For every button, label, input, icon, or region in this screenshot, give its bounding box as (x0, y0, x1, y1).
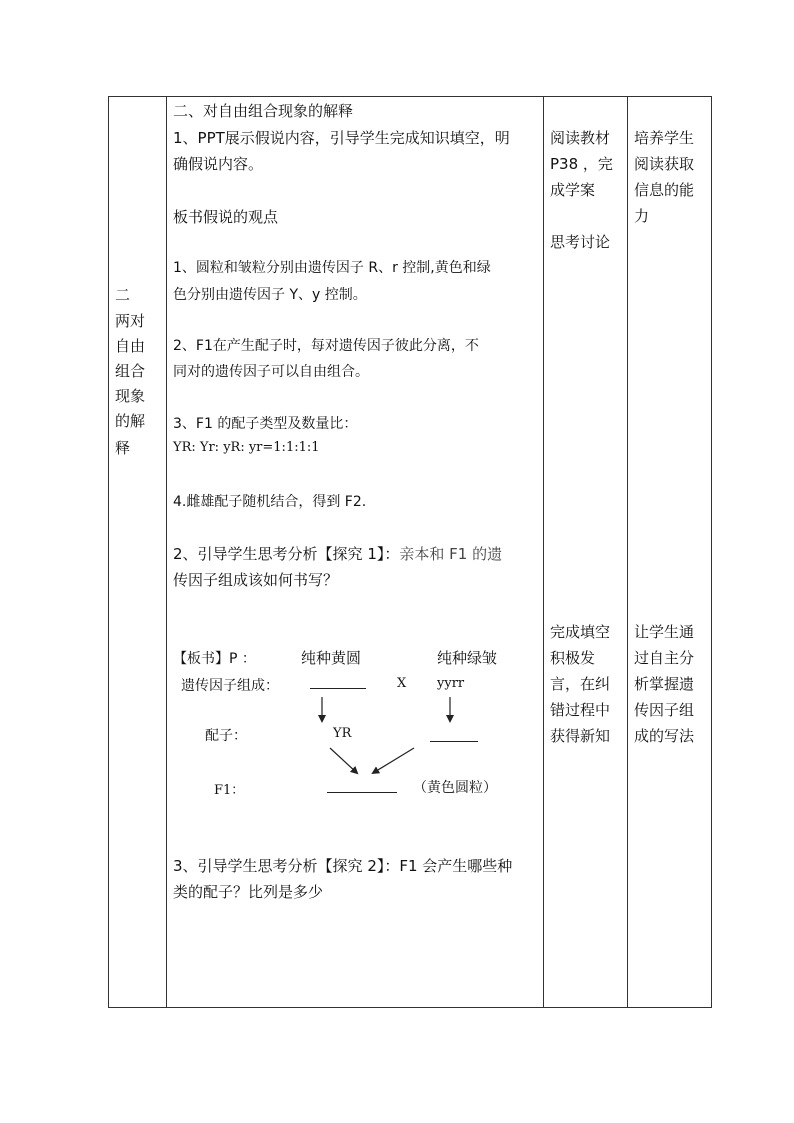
parent2-label: 纯种绿皱 (437, 649, 498, 667)
stage-char-2: 两对 (115, 312, 146, 330)
purpose-b1-line1: 培养学生 (634, 129, 695, 147)
parent2-genotype: yyrr (437, 676, 465, 691)
student-b1-line3: 成学案 (550, 181, 596, 199)
stage-char-3: 自由 (115, 337, 146, 355)
student-b2-line4: 错过程中 (550, 701, 611, 719)
hypothesis-4: 4.雌雄配子随机结合，得到 F2. (173, 494, 367, 510)
arrow-gamete1-to-f1 (330, 748, 357, 773)
student-b2-line1: 完成填空 (550, 623, 611, 641)
cross-symbol: X (397, 676, 407, 691)
purpose-b2-line2: 过自主分 (634, 649, 695, 667)
item2-suffix: 亲本和 F1 的遗 (399, 545, 503, 563)
student-b2-line5: 获得新知 (550, 727, 611, 745)
section-heading: 二、对自由组合现象的解释 (173, 102, 354, 120)
hypothesis-1-line1: 1、圆粒和皱粒分别由遗传因子 R、r 控制,黄色和绿 (173, 260, 491, 276)
gamete1-value: YR (333, 726, 352, 741)
purpose-b2-line5: 成的写法 (634, 727, 695, 745)
item3-line2: 类的配子？比列是多少 (173, 883, 324, 901)
gamete-label: 配子： (205, 728, 247, 744)
parent1-label: 纯种黄圆 (301, 649, 362, 667)
stage-char-5: 现象 (115, 387, 146, 405)
stage-char-4: 组合 (115, 362, 146, 380)
hypothesis-2-line2: 同对的遗传因子可以自由组合。 (173, 364, 369, 380)
purpose-b2-line4: 传因子组 (634, 701, 695, 719)
student-b2-line3: 言，在纠 (550, 675, 611, 693)
student-b1-line1: 阅读教材 (550, 129, 611, 147)
f1-phenotype: （黄色圆粒） (413, 780, 497, 796)
purpose-b1-line3: 信息的能 (634, 181, 695, 199)
item2-prefix: 2、引导学生思考分析【探究 1】： (173, 545, 400, 563)
genotype-label: 遗传因子组成： (181, 678, 279, 694)
student-b2-line2: 积极发 (550, 649, 596, 667)
hypothesis-2-line1: 2、F1在产生配子时，每对遗传因子彼此分离，不 (173, 338, 479, 354)
hypothesis-3-ratio: YR: Yr: yR: yr=1:1:1:1 (173, 440, 320, 455)
item1-line2: 确假说内容。 (173, 155, 264, 173)
arrow-gamete2-to-f1 (373, 748, 414, 773)
board-title: 板书假说的观点 (173, 208, 279, 226)
f1-label: F1： (214, 783, 245, 798)
board-p-label: 【板书】P ： (173, 651, 256, 667)
hypothesis-1-line2: 色分别由遗传因子 Y、y 控制。 (173, 287, 367, 303)
hypothesis-3-line1: 3、F1 的配子类型及数量比： (173, 416, 358, 432)
item3-line1: 3、引导学生思考分析【探究 2】：F1 会产生哪些种 (173, 857, 513, 875)
stage-char-1: 二 (115, 286, 131, 304)
stage-char-6: 的解 (115, 412, 146, 430)
student-b1-line2: P38 ，完 (550, 155, 613, 173)
student-b1-extra: 思考讨论 (550, 233, 611, 251)
purpose-b2-line3: 析掌握遗 (634, 675, 695, 693)
purpose-b1-line4: 力 (634, 207, 650, 225)
purpose-b1-line2: 阅读获取 (634, 155, 695, 173)
item1-line1: 1、PPT展示假说内容，引导学生完成知识填空，明 (173, 129, 510, 147)
stage-char-7: 释 (115, 439, 131, 457)
item2-line2: 传因子组成该如何书写？ (173, 571, 339, 589)
purpose-b2-line1: 让学生通 (634, 623, 695, 641)
